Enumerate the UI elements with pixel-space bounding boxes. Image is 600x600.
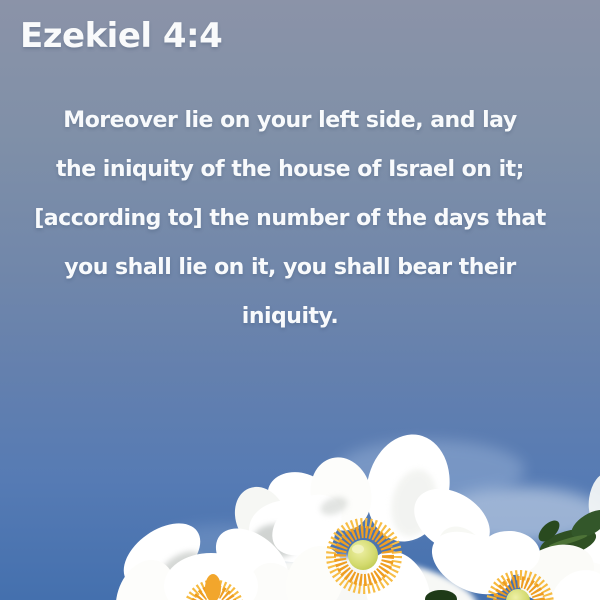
verse-line-2: the iniquity of the house of Israel on it; — [56, 157, 524, 182]
verse-line-1: Moreover lie on your left side, and lay — [63, 108, 517, 133]
verse-text — [10, 96, 570, 341]
flower-big-pistil — [348, 540, 378, 570]
verse-reference: Ezekiel 4:4 — [20, 16, 223, 56]
verse-line-3: [according to] the number of the days that — [34, 206, 546, 231]
verse-line-4: you shall lie on it, you shall bear their — [64, 255, 516, 280]
verse-line-5: iniquity. — [241, 304, 339, 329]
